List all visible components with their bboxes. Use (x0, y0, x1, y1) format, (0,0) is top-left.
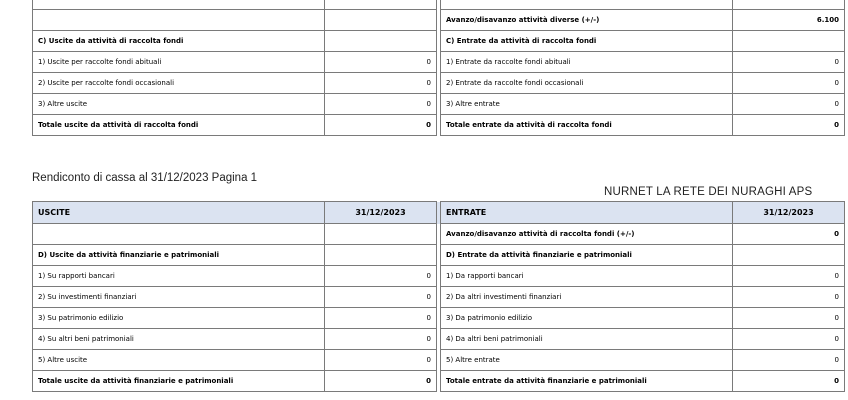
uscite-value: 0 (325, 308, 437, 329)
uscite-label: 3) Altre uscite (33, 94, 325, 115)
entrate-value: 0 (733, 329, 845, 350)
entrate-value: 0 (733, 52, 845, 73)
entrate-value: 0 (733, 308, 845, 329)
table-body (33, 224, 845, 392)
entrate-label: 1) Da rapporti bancari (441, 266, 733, 287)
entrate-label: 3) Altre entrate (441, 94, 733, 115)
entrate-label: 1) Entrate da raccolte fondi abituali (441, 52, 733, 73)
entrate-value: 0 (733, 371, 845, 392)
table-row (33, 73, 845, 94)
uscite-value: 0 (325, 266, 437, 287)
uscite-value (325, 0, 437, 10)
uscite-value: 0 (325, 94, 437, 115)
uscite-value: 0 (325, 287, 437, 308)
table-row (33, 371, 845, 392)
table-row (33, 10, 845, 31)
header-entrate: ENTRATE (441, 202, 733, 224)
uscite-value: 0 (325, 329, 437, 350)
table-row (33, 350, 845, 371)
uscite-value (325, 224, 437, 245)
uscite-value: 0 (325, 73, 437, 94)
entrate-value: 0 (733, 73, 845, 94)
entrate-label: 2) Entrate da raccolte fondi occasionali (441, 73, 733, 94)
entrate-value (733, 0, 845, 10)
table-row (33, 287, 845, 308)
uscite-value (325, 245, 437, 266)
uscite-value: 0 (325, 350, 437, 371)
table-row (33, 329, 845, 350)
uscite-value: 0 (325, 52, 437, 73)
header-entrate-date: 31/12/2023 (733, 202, 845, 224)
entrate-label: Avanzo/disavanzo attività diverse (+/-) (441, 10, 733, 31)
table-row (33, 52, 845, 73)
income-table-top (32, 0, 845, 136)
uscite-label: 1) Su rapporti bancari (33, 266, 325, 287)
entrate-value: 0 (733, 94, 845, 115)
uscite-label: C) Uscite da attività di raccolta fondi (33, 31, 325, 52)
header-uscite-date: 31/12/2023 (325, 202, 437, 224)
table-row (33, 31, 845, 52)
entrate-label: 5) Altre entrate (441, 350, 733, 371)
page-title: Rendiconto di cassa al 31/12/2023 Pagina 1 (32, 172, 258, 184)
entrate-label: D) Entrate da attività finanziarie e patrimoniali (441, 245, 733, 266)
table-row (33, 245, 845, 266)
uscite-label: 3) Su patrimonio edilizio (33, 308, 325, 329)
entrate-label: Avanzo/disavanzo attività di raccolta fondi (+/-) (441, 224, 733, 245)
uscite-label: 5) Altre uscite (33, 350, 325, 371)
entrate-value: 0 (733, 266, 845, 287)
organization-name: NURNET LA RETE DEI NURAGHI APS (604, 186, 813, 198)
table-body (33, 0, 845, 136)
table-row (33, 115, 845, 136)
table-row (33, 224, 845, 245)
entrate-label: 4) Da altri beni patrimoniali (441, 329, 733, 350)
entrate-value: 0 (733, 287, 845, 308)
uscite-value: 0 (325, 115, 437, 136)
entrate-value: 0 (733, 350, 845, 371)
uscite-label: Totale uscite da attività di raccolta fondi (33, 115, 325, 136)
uscite-value (325, 31, 437, 52)
uscite-label: D) Uscite da attività finanziarie e patrimoniali (33, 245, 325, 266)
entrate-value: 0 (733, 224, 845, 245)
uscite-label: 2) Su investimenti finanziari (33, 287, 325, 308)
cash-statement-table (32, 201, 845, 392)
uscite-label (33, 0, 325, 10)
entrate-label: 3) Da patrimonio edilizio (441, 308, 733, 329)
header-uscite: USCITE (33, 202, 325, 224)
entrate-value: 6.100 (733, 10, 845, 31)
entrate-label: Totale entrate da attività di raccolta fondi (441, 115, 733, 136)
entrate-label: C) Entrate da attività di raccolta fondi (441, 31, 733, 52)
table-row (33, 94, 845, 115)
uscite-label: 2) Uscite per raccolte fondi occasionali (33, 73, 325, 94)
uscite-value: 0 (325, 371, 437, 392)
table-header-row (33, 202, 845, 224)
entrate-value: 0 (733, 115, 845, 136)
entrate-value (733, 31, 845, 52)
entrate-label: 2) Da altri investimenti finanziari (441, 287, 733, 308)
entrate-label (441, 0, 733, 10)
entrate-label: Totale entrate da attività finanziarie e patrimoniali (441, 371, 733, 392)
table-row (33, 0, 845, 10)
uscite-label: 4) Su altri beni patrimoniali (33, 329, 325, 350)
table-row (33, 266, 845, 287)
uscite-label (33, 224, 325, 245)
uscite-value (325, 10, 437, 31)
entrate-value (733, 245, 845, 266)
uscite-label (33, 10, 325, 31)
table-row (33, 308, 845, 329)
uscite-label: 1) Uscite per raccolte fondi abituali (33, 52, 325, 73)
uscite-label: Totale uscite da attività finanziarie e patrimoniali (33, 371, 325, 392)
